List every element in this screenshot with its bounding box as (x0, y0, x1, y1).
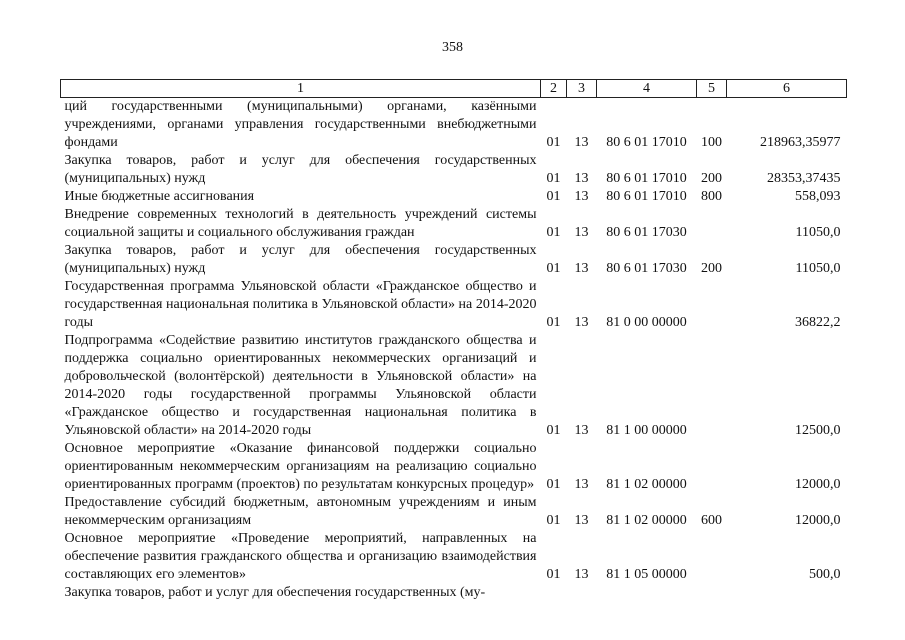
row-name: Закупка товаров, работ и услуг для обеспечения государственных (му- (64, 585, 486, 600)
row-section: 01 (546, 171, 561, 186)
row-name: Государственная программа Ульяновской области «Гражданское общество и государственная национальная политика в Ульяновской области» на 2014-2020 годы (64, 279, 537, 330)
row-section: 01 (546, 477, 561, 492)
budget-table (60, 79, 847, 602)
row-expense-type (697, 440, 727, 494)
row-amount: 558,093 (795, 189, 841, 204)
row-amount: 500,0 (809, 567, 841, 582)
table-row (61, 188, 847, 206)
row-target-article: 81 0 00 00000 (606, 315, 687, 330)
table-row (61, 278, 847, 332)
table-row (61, 494, 847, 530)
row-name: Закупка товаров, работ и услуг для обеспечения государственных (муниципальных) нужд (64, 243, 537, 276)
header-row (61, 80, 847, 98)
row-name: Основное мероприятие «Оказание финансовой поддержки социально ориентированным некоммерческим организациям на реализацию социально ориентированных программ (проектов) по результатам конкурсных процедур» (64, 441, 537, 492)
table-row (61, 242, 847, 278)
row-subsection: 13 (574, 261, 589, 276)
header-cell: 3 (567, 80, 597, 98)
row-amount: 218963,35977 (760, 135, 841, 150)
row-section: 01 (546, 135, 561, 150)
row-expense-type: 100 (701, 135, 722, 150)
row-target-article: 80 6 01 17030 (606, 225, 687, 240)
row-subsection: 13 (574, 135, 589, 150)
row-subsection: 13 (574, 189, 589, 204)
row-amount: 28353,37435 (767, 171, 841, 186)
row-name: Предоставление субсидий бюджетным, автономным учреждениям и иным некоммерческим организациям (64, 495, 537, 528)
table-row (61, 152, 847, 188)
row-target-article: 81 1 02 00000 (606, 477, 687, 492)
row-amount: 12000,0 (795, 513, 841, 528)
row-name: Внедрение современных технологий в деятельность учреждений системы социальной защиты и социального обслуживания граждан (64, 207, 537, 240)
table-row (61, 332, 847, 440)
row-expense-type: 600 (701, 513, 722, 528)
header-cell: 6 (727, 80, 847, 98)
row-target-article: 80 6 01 17030 (606, 261, 687, 276)
row-amount: 11050,0 (795, 261, 841, 276)
table-row (61, 206, 847, 242)
row-amount (727, 584, 847, 602)
row-amount: 12500,0 (795, 423, 841, 438)
row-subsection: 13 (574, 171, 589, 186)
row-name: Иные бюджетные ассигнования (64, 189, 255, 204)
row-expense-type (697, 584, 727, 602)
row-section: 01 (546, 513, 561, 528)
row-target-article: 81 1 05 00000 (606, 567, 687, 582)
table-row (61, 530, 847, 584)
row-name: ций государственными (муниципальными) органами, казёнными учреждениями, органами управления государственными внебюджетными фондами (64, 99, 537, 150)
row-name: Подпрограмма «Содействие развитию институтов гражданского общества и поддержка социально ориентированных некоммерческих организаций и добровольческой (волонтёрской) деятельности в Ульяновской области» на 2014-2020 годы государственной программы Ульяновской области «Гражданское общество и государственная национальная политика в Ульяновской области» на 2014-2020 годы (64, 333, 537, 438)
row-amount: 36822,2 (795, 315, 841, 330)
row-name: Закупка товаров, работ и услуг для обеспечения государственных (муниципальных) нужд (64, 153, 537, 186)
row-subsection: 13 (574, 567, 589, 582)
table-row (61, 440, 847, 494)
page-number: 358 (442, 40, 463, 55)
row-expense-type (697, 530, 727, 584)
table-row (61, 584, 847, 602)
row-target-article: 81 1 02 00000 (606, 513, 687, 528)
row-target-article: 81 1 00 00000 (606, 423, 687, 438)
header-cell: 5 (697, 80, 727, 98)
row-section: 01 (546, 423, 561, 438)
table-row (61, 98, 847, 153)
row-section: 01 (546, 567, 561, 582)
row-subsection: 13 (574, 477, 589, 492)
row-section: 01 (546, 315, 561, 330)
header-cell: 1 (61, 80, 541, 98)
row-subsection (567, 584, 597, 602)
row-section (541, 584, 567, 602)
row-expense-type (697, 278, 727, 332)
row-target-article: 80 6 01 17010 (606, 135, 687, 150)
row-subsection: 13 (574, 423, 589, 438)
row-target-article (597, 584, 697, 602)
row-subsection: 13 (574, 315, 589, 330)
row-expense-type (697, 332, 727, 440)
row-target-article: 80 6 01 17010 (606, 189, 687, 204)
row-expense-type: 200 (701, 261, 722, 276)
row-section: 01 (546, 261, 561, 276)
row-section: 01 (546, 225, 561, 240)
row-name: Основное мероприятие «Проведение мероприятий, направленных на обеспечение развития гражданского общества и организацию взаимодействия составляющих его элементов» (64, 531, 537, 582)
row-section: 01 (546, 189, 561, 204)
header-cell: 2 (541, 80, 567, 98)
row-subsection: 13 (574, 513, 589, 528)
header-cell: 4 (597, 80, 697, 98)
row-subsection: 13 (574, 225, 589, 240)
row-expense-type (697, 206, 727, 242)
row-expense-type: 800 (701, 189, 722, 204)
row-amount: 12000,0 (795, 477, 841, 492)
row-amount: 11050,0 (795, 225, 841, 240)
row-target-article: 80 6 01 17010 (606, 171, 687, 186)
row-expense-type: 200 (701, 171, 722, 186)
